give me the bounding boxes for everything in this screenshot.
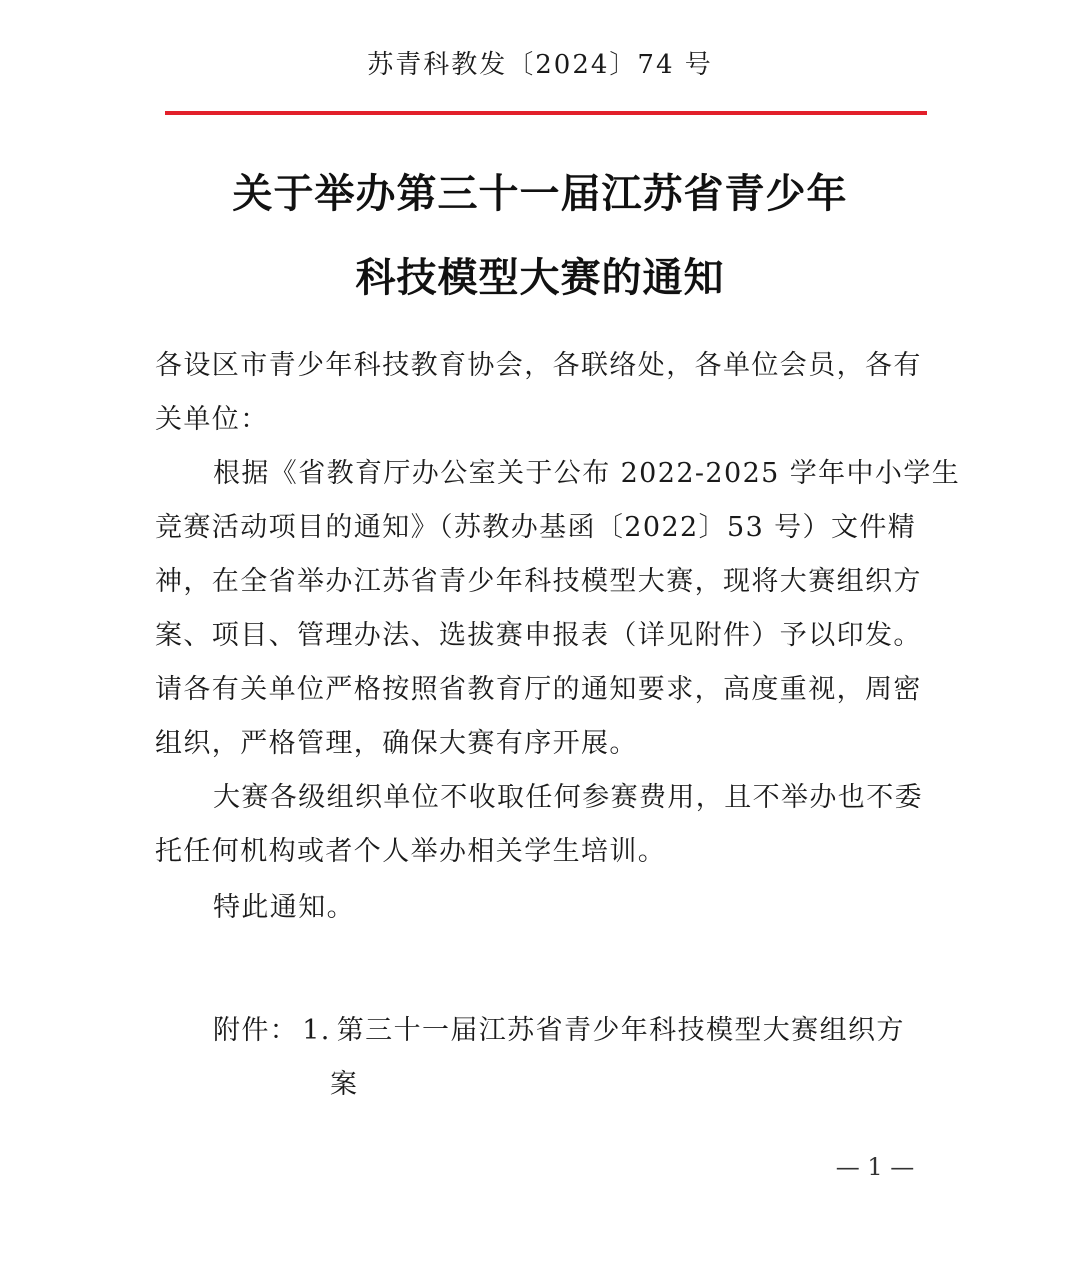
salutation-line-2: 关单位： [155, 404, 269, 435]
paragraph-2-line-2: 托任何机构或者个人举办相关学生培训。 [155, 836, 667, 867]
page-number: — 1 — [835, 1153, 915, 1181]
paragraph-1-line-5: 请各有关单位严格按照省教育厅的通知要求，高度重视，周密 [155, 674, 922, 705]
title-line-1: 关于举办第三十一届江苏省青少年 [232, 171, 848, 217]
paragraph-2-line-1: 大赛各级组织单位不收取任何参赛费用，且不举办也不委 [213, 782, 923, 813]
red-header-rule [165, 111, 927, 115]
attachment-row [213, 1004, 905, 1058]
attachment-item-text: 第三十一届江苏省青少年科技模型大赛组织方 [336, 1015, 905, 1046]
paragraph-1-line-3: 神，在全省举办江苏省青少年科技模型大赛，现将大赛组织方 [155, 566, 922, 597]
salutation-line-1: 各设区市青少年科技教育协会，各联络处，各单位会员，各有 [155, 350, 922, 381]
document-number: 苏青科教发〔2024〕74 号 [367, 50, 713, 80]
closing-line: 特此通知。 [213, 892, 355, 923]
paragraph-1-line-1: 根据《省教育厅办公室关于公布 2022-2025 学年中小学生 [213, 458, 961, 489]
attachment-item-number: 1. [302, 1015, 331, 1046]
paragraph-1-line-4: 案、项目、管理办法、选拔赛申报表（详见附件）予以印发。 [155, 620, 922, 651]
title-line-2: 科技模型大赛的通知 [355, 255, 725, 301]
paragraph-1-line-6: 组织，严格管理，确保大赛有序开展。 [155, 728, 638, 759]
attachment-item-continuation: 案 [330, 1069, 357, 1100]
paragraph-1-line-2: 竞赛活动项目的通知》（苏教办基函〔2022〕53 号）文件精 [155, 512, 917, 543]
attachment-label: 附件： [213, 1015, 299, 1046]
